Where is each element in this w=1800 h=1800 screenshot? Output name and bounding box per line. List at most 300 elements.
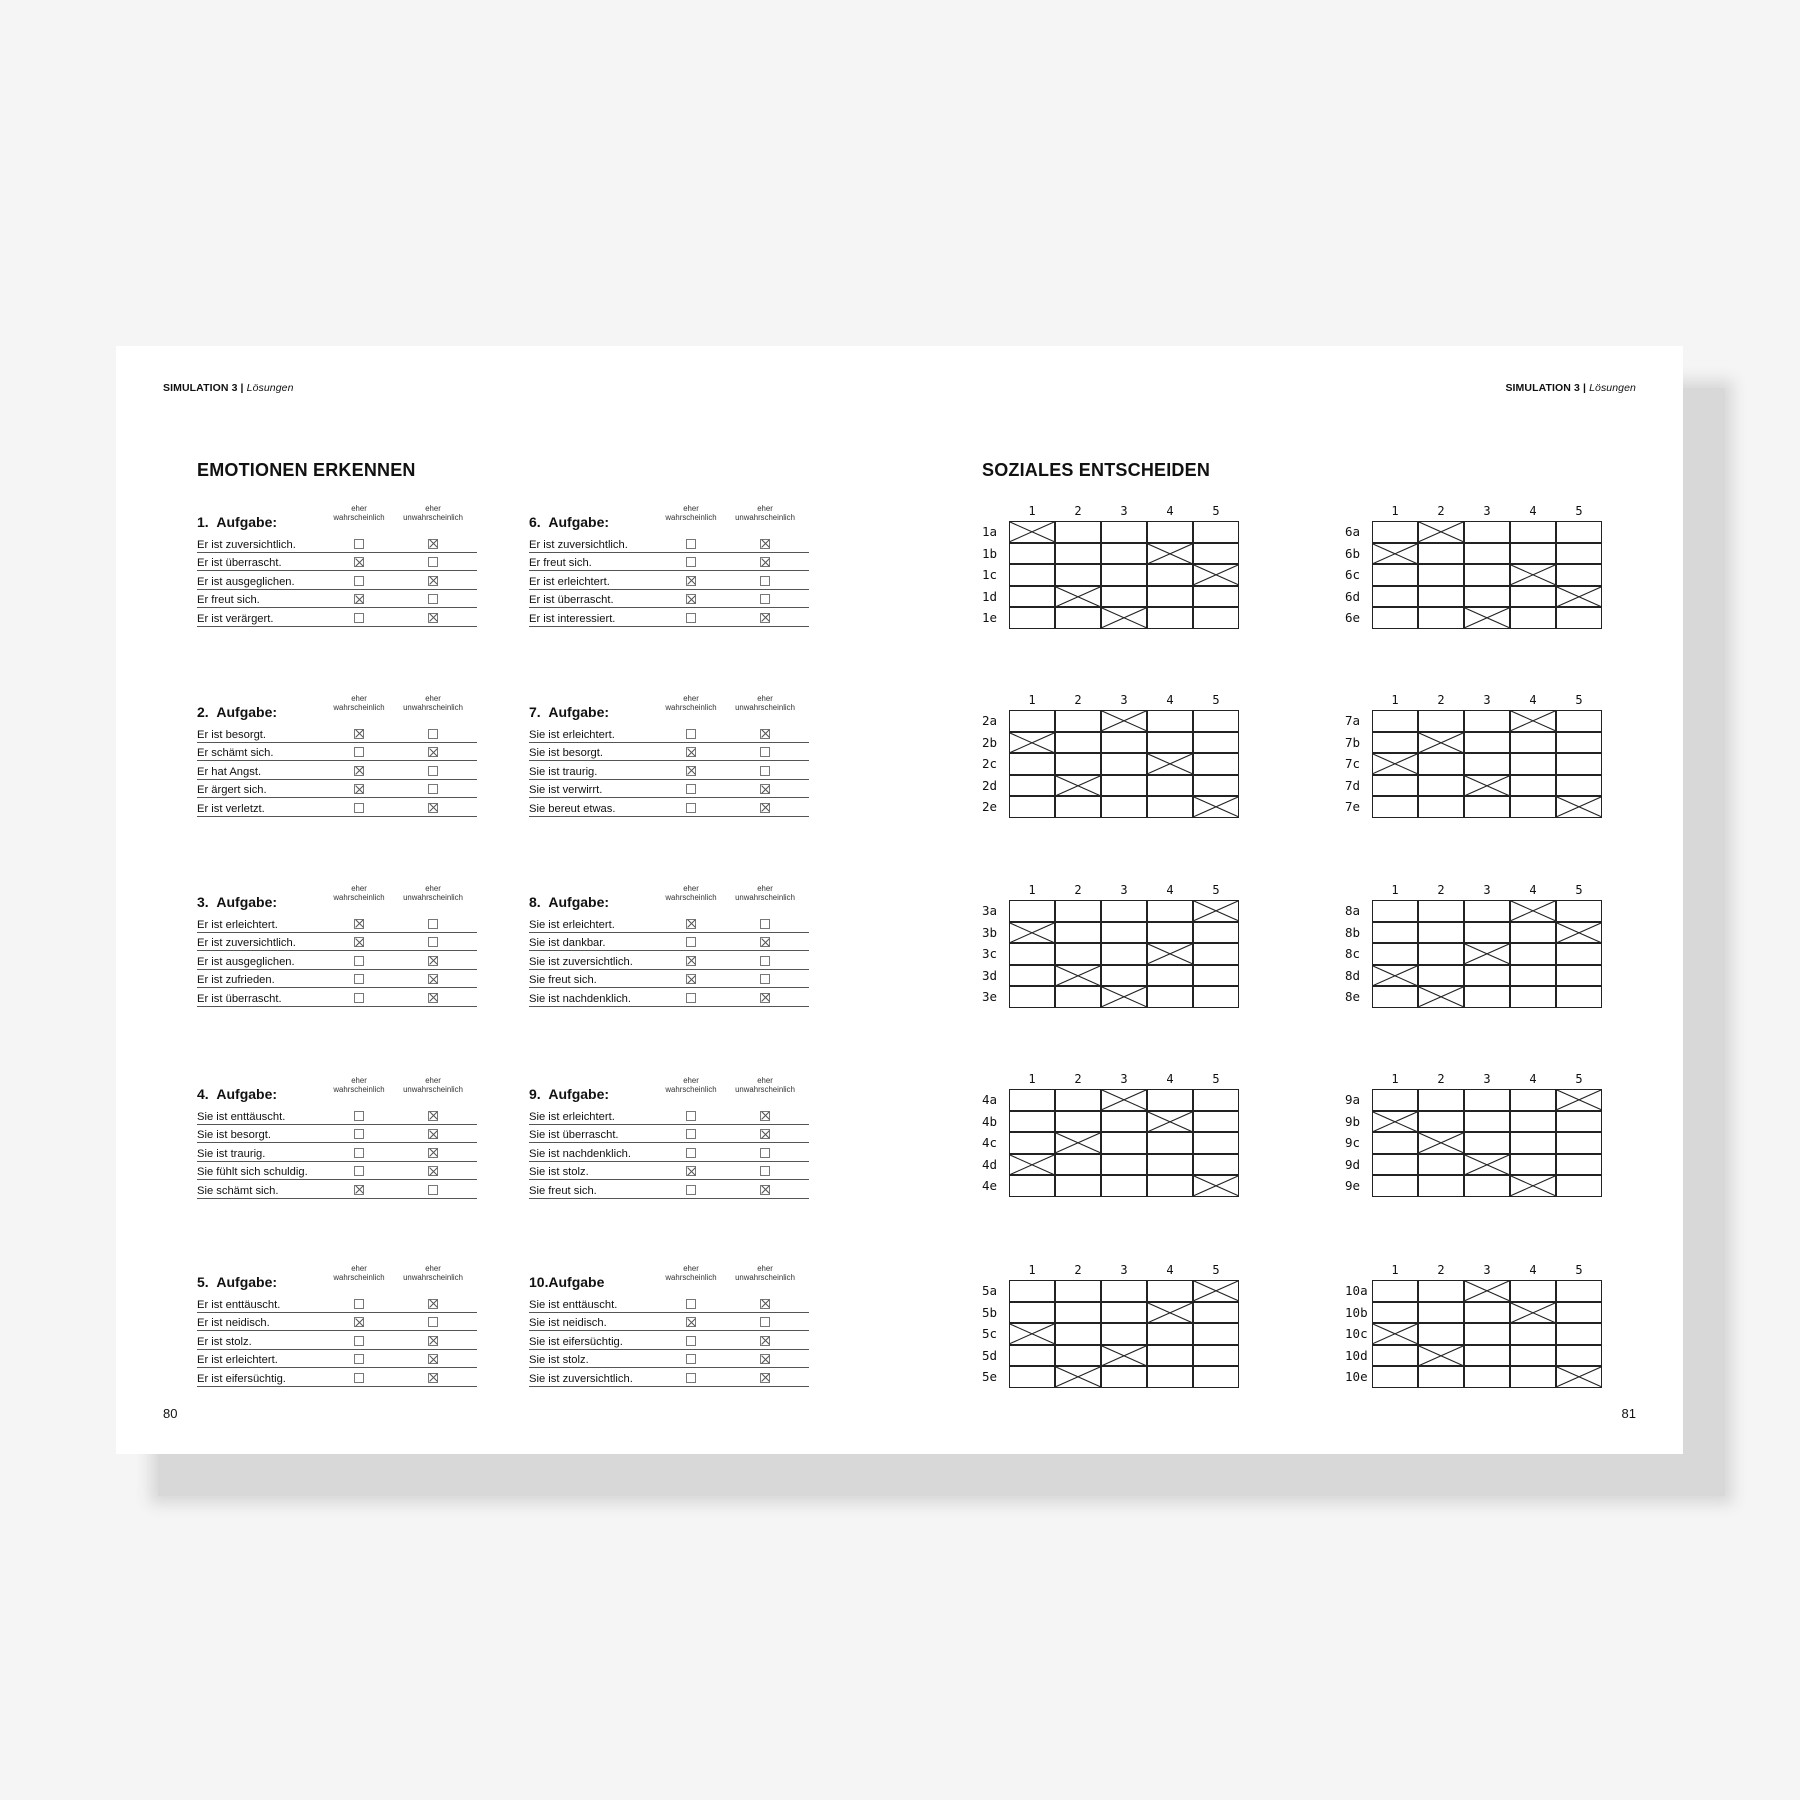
grid-cell[interactable]	[1510, 922, 1556, 944]
grid-cell[interactable]	[1556, 1302, 1602, 1324]
grid-cell-marked[interactable]	[1418, 1132, 1464, 1154]
checkbox-unlikely[interactable]	[428, 1336, 438, 1346]
grid-cell[interactable]	[1372, 922, 1418, 944]
grid-cell[interactable]	[1147, 775, 1193, 797]
grid-cell[interactable]	[1101, 586, 1147, 608]
grid-cell[interactable]	[1009, 586, 1055, 608]
checkbox-unlikely[interactable]	[760, 1354, 770, 1364]
checkbox-unlikely[interactable]	[428, 1354, 438, 1364]
checkbox-likely[interactable]	[686, 1166, 696, 1176]
grid-cell[interactable]	[1147, 732, 1193, 754]
grid-cell[interactable]	[1556, 710, 1602, 732]
grid-cell[interactable]	[1556, 1132, 1602, 1154]
grid-cell-marked[interactable]	[1510, 1302, 1556, 1324]
checkbox-likely[interactable]	[686, 613, 696, 623]
grid-cell-marked[interactable]	[1147, 543, 1193, 565]
grid-cell[interactable]	[1464, 732, 1510, 754]
checkbox-likely[interactable]	[354, 1354, 364, 1364]
grid-cell-marked[interactable]	[1193, 564, 1239, 586]
grid-cell[interactable]	[1055, 1175, 1101, 1197]
grid-cell[interactable]	[1147, 986, 1193, 1008]
checkbox-likely[interactable]	[686, 1148, 696, 1158]
grid-cell[interactable]	[1556, 943, 1602, 965]
checkbox-unlikely[interactable]	[428, 576, 438, 586]
grid-cell[interactable]	[1055, 1280, 1101, 1302]
checkbox-likely[interactable]	[686, 1354, 696, 1364]
checkbox-likely[interactable]	[686, 1129, 696, 1139]
checkbox-unlikely[interactable]	[428, 539, 438, 549]
grid-cell[interactable]	[1055, 1302, 1101, 1324]
checkbox-unlikely[interactable]	[428, 956, 438, 966]
checkbox-likely[interactable]	[354, 1299, 364, 1309]
checkbox-likely[interactable]	[354, 1317, 364, 1327]
grid-cell[interactable]	[1055, 521, 1101, 543]
grid-cell[interactable]	[1009, 1132, 1055, 1154]
checkbox-unlikely[interactable]	[428, 1129, 438, 1139]
grid-cell[interactable]	[1418, 607, 1464, 629]
checkbox-likely[interactable]	[686, 993, 696, 1003]
grid-cell-marked[interactable]	[1147, 1302, 1193, 1324]
grid-cell[interactable]	[1418, 753, 1464, 775]
grid-cell[interactable]	[1101, 965, 1147, 987]
checkbox-unlikely[interactable]	[760, 594, 770, 604]
grid-cell-marked[interactable]	[1193, 796, 1239, 818]
grid-cell[interactable]	[1193, 1154, 1239, 1176]
grid-cell[interactable]	[1464, 796, 1510, 818]
grid-cell[interactable]	[1510, 943, 1556, 965]
grid-cell[interactable]	[1147, 1345, 1193, 1367]
checkbox-unlikely[interactable]	[760, 729, 770, 739]
checkbox-unlikely[interactable]	[428, 1299, 438, 1309]
checkbox-likely[interactable]	[354, 766, 364, 776]
grid-cell-marked[interactable]	[1556, 1366, 1602, 1388]
grid-cell[interactable]	[1464, 1111, 1510, 1133]
grid-cell-marked[interactable]	[1193, 900, 1239, 922]
grid-cell[interactable]	[1418, 1111, 1464, 1133]
grid-cell[interactable]	[1193, 607, 1239, 629]
grid-cell[interactable]	[1101, 732, 1147, 754]
checkbox-likely[interactable]	[686, 1299, 696, 1309]
checkbox-unlikely[interactable]	[760, 1185, 770, 1195]
grid-cell[interactable]	[1510, 986, 1556, 1008]
checkbox-likely[interactable]	[354, 956, 364, 966]
grid-cell[interactable]	[1193, 1132, 1239, 1154]
grid-cell[interactable]	[1147, 796, 1193, 818]
grid-cell[interactable]	[1372, 1345, 1418, 1367]
grid-cell-marked[interactable]	[1147, 1111, 1193, 1133]
grid-cell[interactable]	[1101, 521, 1147, 543]
grid-cell[interactable]	[1101, 922, 1147, 944]
checkbox-unlikely[interactable]	[428, 784, 438, 794]
grid-cell[interactable]	[1009, 1280, 1055, 1302]
grid-cell[interactable]	[1556, 965, 1602, 987]
grid-cell-marked[interactable]	[1055, 775, 1101, 797]
grid-cell-marked[interactable]	[1372, 1111, 1418, 1133]
grid-cell[interactable]	[1193, 1302, 1239, 1324]
grid-cell[interactable]	[1372, 1089, 1418, 1111]
grid-cell-marked[interactable]	[1464, 775, 1510, 797]
grid-cell[interactable]	[1009, 1175, 1055, 1197]
grid-cell[interactable]	[1510, 543, 1556, 565]
grid-cell-marked[interactable]	[1556, 1089, 1602, 1111]
grid-cell[interactable]	[1556, 607, 1602, 629]
grid-cell[interactable]	[1510, 586, 1556, 608]
grid-cell-marked[interactable]	[1101, 1089, 1147, 1111]
checkbox-unlikely[interactable]	[428, 803, 438, 813]
checkbox-unlikely[interactable]	[760, 576, 770, 586]
grid-cell[interactable]	[1510, 521, 1556, 543]
checkbox-likely[interactable]	[354, 1373, 364, 1383]
grid-cell[interactable]	[1147, 607, 1193, 629]
checkbox-likely[interactable]	[686, 919, 696, 929]
checkbox-likely[interactable]	[686, 956, 696, 966]
checkbox-likely[interactable]	[354, 803, 364, 813]
grid-cell-marked[interactable]	[1009, 922, 1055, 944]
checkbox-likely[interactable]	[686, 766, 696, 776]
grid-cell[interactable]	[1464, 1323, 1510, 1345]
grid-cell[interactable]	[1372, 1154, 1418, 1176]
checkbox-unlikely[interactable]	[760, 557, 770, 567]
grid-cell-marked[interactable]	[1055, 586, 1101, 608]
checkbox-unlikely[interactable]	[428, 1166, 438, 1176]
grid-cell-marked[interactable]	[1193, 1280, 1239, 1302]
grid-cell[interactable]	[1418, 922, 1464, 944]
grid-cell[interactable]	[1147, 710, 1193, 732]
checkbox-unlikely[interactable]	[428, 1373, 438, 1383]
grid-cell[interactable]	[1009, 965, 1055, 987]
grid-cell[interactable]	[1556, 521, 1602, 543]
grid-cell[interactable]	[1101, 796, 1147, 818]
grid-cell[interactable]	[1193, 965, 1239, 987]
grid-cell-marked[interactable]	[1101, 607, 1147, 629]
grid-cell[interactable]	[1009, 775, 1055, 797]
checkbox-unlikely[interactable]	[428, 557, 438, 567]
grid-cell[interactable]	[1009, 986, 1055, 1008]
checkbox-unlikely[interactable]	[428, 747, 438, 757]
grid-cell-marked[interactable]	[1101, 986, 1147, 1008]
grid-cell[interactable]	[1510, 1345, 1556, 1367]
grid-cell[interactable]	[1418, 796, 1464, 818]
grid-cell[interactable]	[1418, 965, 1464, 987]
grid-cell-marked[interactable]	[1510, 710, 1556, 732]
grid-cell[interactable]	[1372, 900, 1418, 922]
grid-cell-marked[interactable]	[1464, 943, 1510, 965]
grid-cell[interactable]	[1464, 586, 1510, 608]
checkbox-unlikely[interactable]	[428, 766, 438, 776]
grid-cell[interactable]	[1055, 986, 1101, 1008]
checkbox-unlikely[interactable]	[760, 1317, 770, 1327]
grid-cell[interactable]	[1418, 775, 1464, 797]
checkbox-likely[interactable]	[354, 729, 364, 739]
checkbox-likely[interactable]	[354, 1336, 364, 1346]
checkbox-unlikely[interactable]	[760, 803, 770, 813]
grid-cell[interactable]	[1418, 900, 1464, 922]
grid-cell[interactable]	[1372, 1302, 1418, 1324]
checkbox-likely[interactable]	[354, 974, 364, 984]
grid-cell[interactable]	[1556, 543, 1602, 565]
checkbox-unlikely[interactable]	[760, 766, 770, 776]
grid-cell[interactable]	[1464, 521, 1510, 543]
grid-cell[interactable]	[1372, 607, 1418, 629]
grid-cell[interactable]	[1055, 1154, 1101, 1176]
grid-cell[interactable]	[1556, 1154, 1602, 1176]
grid-cell[interactable]	[1556, 1280, 1602, 1302]
grid-cell[interactable]	[1147, 900, 1193, 922]
grid-cell[interactable]	[1372, 1280, 1418, 1302]
checkbox-likely[interactable]	[686, 576, 696, 586]
grid-cell-marked[interactable]	[1009, 521, 1055, 543]
grid-cell[interactable]	[1055, 943, 1101, 965]
grid-cell-marked[interactable]	[1556, 586, 1602, 608]
checkbox-likely[interactable]	[686, 1373, 696, 1383]
grid-cell[interactable]	[1193, 1111, 1239, 1133]
grid-cell[interactable]	[1418, 1280, 1464, 1302]
grid-cell[interactable]	[1510, 796, 1556, 818]
grid-cell[interactable]	[1372, 732, 1418, 754]
checkbox-unlikely[interactable]	[760, 993, 770, 1003]
checkbox-unlikely[interactable]	[760, 1166, 770, 1176]
checkbox-unlikely[interactable]	[760, 1129, 770, 1139]
grid-cell[interactable]	[1510, 1280, 1556, 1302]
grid-cell-marked[interactable]	[1464, 1154, 1510, 1176]
grid-cell[interactable]	[1009, 1111, 1055, 1133]
checkbox-likely[interactable]	[354, 747, 364, 757]
grid-cell-marked[interactable]	[1556, 796, 1602, 818]
grid-cell-marked[interactable]	[1055, 1132, 1101, 1154]
grid-cell[interactable]	[1101, 1154, 1147, 1176]
grid-cell[interactable]	[1510, 775, 1556, 797]
grid-cell[interactable]	[1055, 922, 1101, 944]
checkbox-likely[interactable]	[354, 1111, 364, 1121]
grid-cell[interactable]	[1009, 1089, 1055, 1111]
grid-cell-marked[interactable]	[1193, 1175, 1239, 1197]
checkbox-unlikely[interactable]	[760, 1148, 770, 1158]
grid-cell[interactable]	[1193, 922, 1239, 944]
checkbox-likely[interactable]	[686, 539, 696, 549]
grid-cell[interactable]	[1193, 1345, 1239, 1367]
grid-cell[interactable]	[1009, 943, 1055, 965]
grid-cell[interactable]	[1055, 732, 1101, 754]
grid-cell[interactable]	[1464, 986, 1510, 1008]
grid-cell[interactable]	[1418, 564, 1464, 586]
grid-cell[interactable]	[1510, 1323, 1556, 1345]
grid-cell[interactable]	[1055, 1111, 1101, 1133]
checkbox-unlikely[interactable]	[428, 937, 438, 947]
grid-cell[interactable]	[1055, 710, 1101, 732]
grid-cell-marked[interactable]	[1372, 965, 1418, 987]
grid-cell[interactable]	[1510, 1154, 1556, 1176]
checkbox-likely[interactable]	[354, 1185, 364, 1195]
grid-cell[interactable]	[1556, 1175, 1602, 1197]
grid-cell[interactable]	[1372, 710, 1418, 732]
grid-cell[interactable]	[1372, 564, 1418, 586]
grid-cell[interactable]	[1147, 521, 1193, 543]
checkbox-likely[interactable]	[354, 576, 364, 586]
grid-cell[interactable]	[1418, 1154, 1464, 1176]
grid-cell[interactable]	[1101, 1323, 1147, 1345]
grid-cell[interactable]	[1009, 900, 1055, 922]
grid-cell-marked[interactable]	[1147, 753, 1193, 775]
grid-cell[interactable]	[1556, 1111, 1602, 1133]
checkbox-likely[interactable]	[686, 1317, 696, 1327]
grid-cell-marked[interactable]	[1055, 965, 1101, 987]
grid-cell[interactable]	[1055, 796, 1101, 818]
grid-cell-marked[interactable]	[1009, 1154, 1055, 1176]
grid-cell[interactable]	[1009, 1366, 1055, 1388]
grid-cell[interactable]	[1055, 1089, 1101, 1111]
grid-cell[interactable]	[1372, 1132, 1418, 1154]
grid-cell[interactable]	[1147, 1089, 1193, 1111]
grid-cell[interactable]	[1193, 986, 1239, 1008]
grid-cell-marked[interactable]	[1055, 1366, 1101, 1388]
grid-cell[interactable]	[1193, 543, 1239, 565]
grid-cell[interactable]	[1147, 1366, 1193, 1388]
grid-cell[interactable]	[1009, 710, 1055, 732]
checkbox-likely[interactable]	[686, 1185, 696, 1195]
grid-cell[interactable]	[1510, 1111, 1556, 1133]
grid-cell-marked[interactable]	[1510, 564, 1556, 586]
grid-cell[interactable]	[1147, 1323, 1193, 1345]
checkbox-unlikely[interactable]	[760, 974, 770, 984]
checkbox-unlikely[interactable]	[428, 993, 438, 1003]
checkbox-likely[interactable]	[686, 729, 696, 739]
grid-cell[interactable]	[1147, 965, 1193, 987]
grid-cell-marked[interactable]	[1418, 1345, 1464, 1367]
grid-cell[interactable]	[1464, 564, 1510, 586]
grid-cell[interactable]	[1556, 732, 1602, 754]
grid-cell[interactable]	[1009, 543, 1055, 565]
grid-cell[interactable]	[1510, 607, 1556, 629]
grid-cell[interactable]	[1418, 543, 1464, 565]
checkbox-unlikely[interactable]	[760, 539, 770, 549]
grid-cell[interactable]	[1372, 943, 1418, 965]
grid-cell[interactable]	[1147, 586, 1193, 608]
grid-cell[interactable]	[1418, 710, 1464, 732]
checkbox-unlikely[interactable]	[760, 1299, 770, 1309]
checkbox-unlikely[interactable]	[428, 919, 438, 929]
checkbox-unlikely[interactable]	[428, 1185, 438, 1195]
checkbox-likely[interactable]	[686, 557, 696, 567]
checkbox-likely[interactable]	[354, 993, 364, 1003]
grid-cell[interactable]	[1193, 710, 1239, 732]
checkbox-likely[interactable]	[354, 937, 364, 947]
checkbox-likely[interactable]	[686, 937, 696, 947]
grid-cell[interactable]	[1147, 564, 1193, 586]
grid-cell[interactable]	[1009, 1302, 1055, 1324]
grid-cell[interactable]	[1556, 775, 1602, 797]
grid-cell[interactable]	[1147, 922, 1193, 944]
checkbox-likely[interactable]	[354, 613, 364, 623]
checkbox-unlikely[interactable]	[428, 613, 438, 623]
grid-cell[interactable]	[1418, 1175, 1464, 1197]
grid-cell[interactable]	[1101, 564, 1147, 586]
grid-cell[interactable]	[1101, 943, 1147, 965]
grid-cell[interactable]	[1464, 1302, 1510, 1324]
checkbox-unlikely[interactable]	[428, 1317, 438, 1327]
grid-cell-marked[interactable]	[1372, 1323, 1418, 1345]
grid-cell-marked[interactable]	[1418, 732, 1464, 754]
grid-cell[interactable]	[1510, 753, 1556, 775]
grid-cell[interactable]	[1009, 753, 1055, 775]
checkbox-unlikely[interactable]	[760, 1373, 770, 1383]
grid-cell[interactable]	[1101, 1302, 1147, 1324]
grid-cell[interactable]	[1464, 1175, 1510, 1197]
grid-cell[interactable]	[1464, 753, 1510, 775]
grid-cell-marked[interactable]	[1418, 521, 1464, 543]
grid-cell[interactable]	[1193, 1089, 1239, 1111]
checkbox-unlikely[interactable]	[428, 594, 438, 604]
grid-cell-marked[interactable]	[1418, 986, 1464, 1008]
grid-cell[interactable]	[1464, 922, 1510, 944]
grid-cell[interactable]	[1147, 1175, 1193, 1197]
grid-cell[interactable]	[1055, 1345, 1101, 1367]
grid-cell[interactable]	[1101, 1175, 1147, 1197]
grid-cell[interactable]	[1372, 986, 1418, 1008]
grid-cell[interactable]	[1372, 796, 1418, 818]
checkbox-likely[interactable]	[686, 594, 696, 604]
grid-cell[interactable]	[1418, 1089, 1464, 1111]
grid-cell[interactable]	[1556, 564, 1602, 586]
grid-cell[interactable]	[1009, 796, 1055, 818]
grid-cell[interactable]	[1372, 586, 1418, 608]
grid-cell[interactable]	[1372, 1366, 1418, 1388]
grid-cell[interactable]	[1147, 1154, 1193, 1176]
grid-cell[interactable]	[1372, 1175, 1418, 1197]
grid-cell[interactable]	[1464, 900, 1510, 922]
grid-cell[interactable]	[1101, 900, 1147, 922]
grid-cell[interactable]	[1464, 1345, 1510, 1367]
grid-cell-marked[interactable]	[1372, 753, 1418, 775]
grid-cell[interactable]	[1101, 1366, 1147, 1388]
grid-cell[interactable]	[1055, 1323, 1101, 1345]
checkbox-unlikely[interactable]	[428, 1111, 438, 1121]
grid-cell-marked[interactable]	[1147, 943, 1193, 965]
checkbox-likely[interactable]	[354, 919, 364, 929]
grid-cell[interactable]	[1193, 943, 1239, 965]
grid-cell[interactable]	[1101, 775, 1147, 797]
grid-cell[interactable]	[1193, 732, 1239, 754]
grid-cell[interactable]	[1510, 1366, 1556, 1388]
grid-cell[interactable]	[1101, 1132, 1147, 1154]
grid-cell[interactable]	[1464, 543, 1510, 565]
grid-cell[interactable]	[1055, 607, 1101, 629]
grid-cell[interactable]	[1556, 900, 1602, 922]
grid-cell[interactable]	[1464, 710, 1510, 732]
grid-cell[interactable]	[1055, 564, 1101, 586]
grid-cell[interactable]	[1055, 543, 1101, 565]
grid-cell[interactable]	[1418, 586, 1464, 608]
grid-cell[interactable]	[1556, 753, 1602, 775]
grid-cell[interactable]	[1556, 1345, 1602, 1367]
checkbox-unlikely[interactable]	[428, 974, 438, 984]
grid-cell-marked[interactable]	[1372, 543, 1418, 565]
grid-cell[interactable]	[1372, 521, 1418, 543]
grid-cell[interactable]	[1372, 775, 1418, 797]
checkbox-likely[interactable]	[686, 1336, 696, 1346]
checkbox-unlikely[interactable]	[760, 937, 770, 947]
grid-cell[interactable]	[1510, 732, 1556, 754]
grid-cell[interactable]	[1193, 775, 1239, 797]
checkbox-unlikely[interactable]	[428, 1148, 438, 1158]
grid-cell[interactable]	[1101, 753, 1147, 775]
grid-cell-marked[interactable]	[1464, 607, 1510, 629]
grid-cell[interactable]	[1464, 1089, 1510, 1111]
checkbox-likely[interactable]	[686, 974, 696, 984]
grid-cell[interactable]	[1418, 943, 1464, 965]
checkbox-likely[interactable]	[686, 803, 696, 813]
checkbox-likely[interactable]	[354, 784, 364, 794]
grid-cell-marked[interactable]	[1464, 1280, 1510, 1302]
